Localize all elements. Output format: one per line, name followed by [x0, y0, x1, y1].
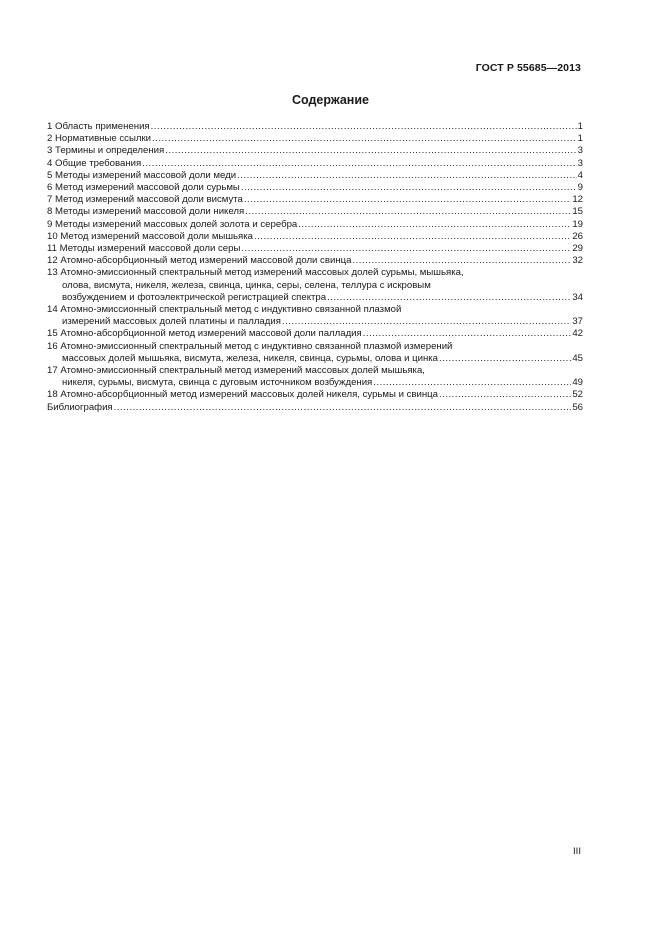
toc-entry[interactable] [47, 133, 583, 145]
toc-entry-line: 14 Атомно-эмиссионный спектральный метод с индуктивно связанной плазмой [47, 304, 402, 316]
toc-entry-line: олова, висмута, никеля, железа, свинца, цинка, серы, селена, теллура с искровым [62, 279, 431, 291]
toc-entry-page: 45 [572, 352, 583, 364]
toc-entry-page: 1 [577, 121, 583, 132]
toc-entry-title: 9 Методы измерений массовых долей золота и серебра [47, 218, 298, 230]
toc-entry[interactable] [47, 182, 583, 194]
toc-entry-title: измерений массовых долей платины и палладия [62, 316, 281, 328]
toc-entry-title: 18 Атомно-абсорбционный метод измерений массовых долей никеля, сурьмы и свинца [47, 389, 438, 401]
toc-entry[interactable] [47, 121, 583, 133]
dot-leader [245, 206, 571, 218]
toc-entry-title: 4 Общие требования [47, 157, 142, 169]
toc-entry-line: 13 Атомно-эмиссионный спектральный метод измерений массовых долей сурьмы, мышьяка, [47, 267, 464, 279]
toc-entry-page: 9 [577, 182, 583, 194]
toc-entry-page: 12 [572, 194, 583, 206]
toc-entry-page: 52 [572, 389, 583, 401]
toc-entry[interactable] [47, 402, 583, 414]
toc-entry-title: 8 Методы измерений массовой доли никеля [47, 206, 245, 218]
dot-leader [142, 158, 576, 170]
toc-entry-title: 15 Атомно-абсорбционной метод измерений массовой доли палладия [47, 328, 362, 340]
toc-entry[interactable] [47, 389, 583, 401]
toc-entry-page: 4 [577, 169, 583, 181]
toc-entry-page: 3 [577, 145, 583, 157]
dot-leader [439, 389, 571, 401]
toc-entry[interactable] [47, 243, 583, 255]
dot-leader [282, 316, 571, 328]
toc-entry[interactable] [47, 267, 583, 304]
toc-entry-title: возбуждением и фотоэлектрической регистрацией спектра [62, 291, 327, 303]
toc-entry[interactable] [47, 365, 583, 389]
dot-leader [352, 255, 571, 267]
toc-entry[interactable] [47, 304, 583, 328]
toc-entry-title: 10 Метод измерений массовой доли мышьяка [47, 230, 253, 242]
dot-leader [373, 377, 571, 389]
toc-entry[interactable] [47, 328, 583, 340]
dot-leader [254, 231, 571, 243]
toc-entry-page: 19 [572, 218, 583, 230]
toc-entry-page: 37 [572, 316, 583, 328]
toc-entry-title: никеля, сурьмы, висмута, свинца с дуговым источником возбуждения [62, 377, 373, 389]
dot-leader [151, 121, 577, 133]
page-title: Содержание [291, 93, 369, 107]
toc-entry-title: 12 Атомно-абсорбционный метод измерений массовой доли свинца [47, 255, 352, 267]
toc-entry-title: Библиография [47, 401, 113, 413]
toc-entry-title: 6 Метод измерений массовой доли сурьмы [47, 182, 240, 194]
toc-entry-title: 1 Область применения [47, 121, 150, 132]
dot-leader [298, 219, 571, 231]
dot-leader [327, 292, 571, 304]
toc-entry[interactable] [47, 219, 583, 231]
dot-leader [152, 133, 577, 145]
dot-leader [237, 170, 577, 182]
toc-entry-title: массовых долей мышьяка, висмута, железа, никеля, свинца, сурьмы, олова и цинка [62, 352, 439, 364]
dot-leader [363, 328, 572, 340]
toc-entry-title: 5 Методы измерений массовой доли меди [47, 169, 237, 181]
toc-entry-page: 15 [572, 206, 583, 218]
toc-entry-page: 1 [577, 133, 583, 145]
toc-entry-page: 32 [572, 255, 583, 267]
toc-entry[interactable] [47, 170, 583, 182]
toc-entry-line: 17 Атомно-эмиссионный спектральный метод измерений массовых долей мышьяка, [47, 365, 425, 377]
toc-entry[interactable] [47, 231, 583, 243]
dot-leader [439, 353, 571, 365]
toc-entry-title: 2 Нормативные ссылки [47, 133, 152, 145]
toc-entry[interactable] [47, 145, 583, 157]
dot-leader [165, 145, 576, 157]
page-number: III [573, 846, 581, 857]
toc-entry-line: 16 Атомно-эмиссионный спектральный метод с индуктивно связанной плазмой измерений [47, 340, 453, 352]
dot-leader [114, 402, 572, 414]
toc-entry-title: 7 Метод измерений массовой доли висмута [47, 194, 243, 206]
dot-leader [241, 182, 577, 194]
toc-entry[interactable] [47, 206, 583, 218]
toc-entry[interactable] [47, 341, 583, 365]
toc-entry-page: 26 [572, 230, 583, 242]
toc-entry[interactable] [47, 255, 583, 267]
toc-entry-page: 34 [572, 291, 583, 303]
toc-entry[interactable] [47, 158, 583, 170]
toc-entry[interactable] [47, 194, 583, 206]
table-of-contents [47, 121, 583, 414]
toc-entry-page: 49 [572, 377, 583, 389]
toc-entry-page: 42 [572, 328, 583, 340]
dot-leader [241, 243, 571, 255]
standard-number: ГОСТ Р 55685—2013 [475, 62, 581, 74]
toc-entry-page: 3 [577, 157, 583, 169]
dot-leader [244, 194, 571, 206]
toc-entry-page: 29 [572, 243, 583, 255]
toc-entry-page: 56 [572, 401, 583, 413]
toc-entry-title: 11 Методы измерений массовой доли серы [47, 243, 241, 255]
toc-entry-title: 3 Термины и определения [47, 145, 165, 157]
